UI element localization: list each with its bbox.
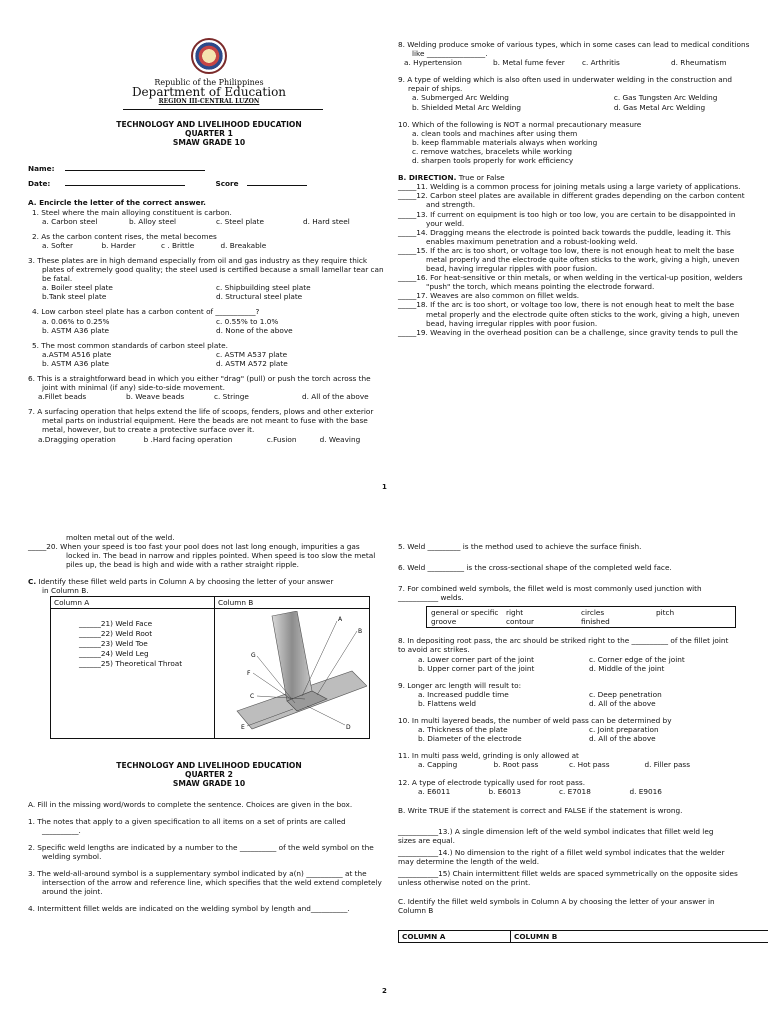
option[interactable]: c. Corner edge of the joint [589, 654, 685, 664]
option[interactable]: d. Structural steel plate [216, 292, 303, 302]
question-6: 6. This is a straightforward bead in which you either "drag" (pull) or push the torch across the [28, 373, 371, 383]
score-field[interactable] [247, 178, 307, 186]
fill-6: 6. Weld __________ is the cross-sectional shape of the completed weld face. [398, 563, 672, 573]
fill-3: 3. The weld-all-around symbol is a supplementary symbol indicated by a(n) __________ at the [28, 869, 367, 879]
option[interactable]: c. Deep penetration [589, 689, 662, 699]
tf-20-line3: piles up, the bead is high and wide with a rather straight ripple. [66, 560, 299, 570]
page-2 [0, 505, 768, 1024]
fill-3-line2: intersection of the arrow and reference line, which specifies that the weld extend completely [42, 878, 382, 888]
option[interactable]: a.Dragging operation [38, 434, 116, 444]
option[interactable]: a. Thickness of the plate [418, 725, 508, 735]
option[interactable]: a. Softer [42, 240, 73, 250]
diagram-label-e: E [241, 723, 245, 731]
choice: right [506, 608, 524, 618]
choices-row [431, 617, 731, 626]
mc-12: 12. A type of electrode typically used for root pass. [398, 777, 586, 787]
column-b2-header: COLUMN B [511, 930, 768, 942]
option[interactable]: b. E6013 [488, 786, 521, 796]
option[interactable]: d. Gas Metal Arc Welding [613, 102, 706, 112]
section-c2-direction: C. Identify the fillet weld symbols in Column A by choosing the letter of your answer in [398, 897, 715, 907]
tf-15-line2: metal properly and the electrode quite often sticks to the work, giving a high, uneven [426, 254, 740, 264]
question-2: 2. As the carbon content rises, the metal becomes [32, 231, 217, 241]
option[interactable]: c.Fusion [266, 434, 297, 444]
part-item: ______23) Weld Toe [79, 638, 148, 648]
option[interactable]: d. Filler pass [644, 760, 691, 770]
question-3-line3: be fatal. [42, 274, 73, 284]
option[interactable]: d. All of the above [302, 392, 369, 402]
tf2-14-line2: may determine the length of the weld. [398, 857, 540, 867]
option[interactable]: c . Brittle [161, 240, 195, 250]
name-label: Name: [28, 164, 55, 174]
option[interactable]: c. 0.55% to 1.0% [216, 316, 279, 326]
diagram-label-c: C [250, 692, 255, 700]
choices-box [426, 606, 736, 628]
part-item: ______21) Weld Face [79, 618, 153, 628]
question-10-option-d[interactable]: d. sharpen tools properly for work efficiency [412, 156, 574, 166]
mc-8: 8. In depositing root pass, the arc should be striked right to the __________ of the fillet joint [398, 636, 729, 646]
deped-seal-icon [191, 38, 227, 74]
mc-9: 9. Longer arc length will result to: [398, 680, 522, 690]
tf-14-line2: enables maximum penetration and a robust-looking weld. [426, 236, 638, 246]
option[interactable]: c. Joint preparation [589, 725, 659, 735]
page2-right-column [398, 542, 760, 943]
choices-row [431, 608, 731, 617]
header-divider [123, 109, 323, 110]
question-3-options [28, 283, 390, 301]
option[interactable]: a. Lower corner part of the joint [418, 654, 535, 664]
section-b-text: True or False [456, 173, 505, 183]
column-b-diagram-cell [215, 608, 370, 738]
tf-13-line2: your weld. [426, 218, 465, 228]
tf-14: _____14. Dragging means the electrode is pointed back towards the puddle, leading it. This [398, 227, 731, 237]
tf-15: _____15. If the arc is too short, or voltage too low, there is not enough heat to melt the base [398, 245, 735, 255]
department-text: Department of Education [131, 85, 287, 100]
option[interactable]: b.Tank steel plate [42, 292, 107, 302]
section-c-label: C. [28, 577, 37, 587]
question-8-line2: like ________________. [412, 49, 488, 59]
option[interactable]: c. Hot pass [569, 760, 610, 770]
mc-11-options [398, 760, 760, 769]
option[interactable]: b. ASTM A36 plate [42, 325, 110, 335]
section-c-direction [28, 577, 390, 586]
fill-in-direction: A. Fill in the missing word/words to complete the sentence. Choices are given in the box. [28, 799, 353, 809]
tf2-15: ___________15) Chain intermittent fillet welds are spaced symmetrically on the opposite sides [398, 869, 738, 879]
question-10-option-c[interactable]: c. remove watches, bracelets while working [412, 146, 573, 156]
page-number: 1 [382, 483, 387, 491]
column-b-header: Column B [215, 596, 370, 608]
option[interactable]: b. Shielded Metal Arc Welding [412, 102, 521, 112]
question-10-option-b[interactable]: b. keep flammable materials always when working [412, 137, 598, 147]
exam-title: TECHNOLOGY AND LIVELIHOOD EDUCATION [116, 120, 302, 130]
option[interactable]: b. Metal fume fever [493, 58, 565, 68]
tf-20: _____20. When your speed is too fast your pool does not last long enough, impurities a gas [28, 542, 360, 552]
fill-7-line2: ___________ welds. [398, 593, 464, 603]
tf2-15-line2: unless otherwise noted on the print. [398, 878, 531, 888]
option[interactable]: c. ASTM A537 plate [216, 349, 288, 359]
option[interactable]: a.Fillet beads [38, 392, 87, 402]
section-b-label: B. DIRECTION. [398, 173, 457, 183]
option[interactable]: b. Alloy steel [129, 216, 177, 226]
choice: finished [581, 617, 610, 627]
option[interactable]: b. Root pass [493, 760, 539, 770]
republic-text: Republic of the Philippines [154, 78, 264, 87]
option[interactable]: c. Shipbuilding steel plate [216, 283, 311, 293]
option[interactable]: c. Stringe [214, 392, 249, 402]
page2-left-column [28, 533, 390, 914]
option[interactable]: a. Carbon steel [42, 216, 98, 226]
tf-18: _____18. If the arc is too short, or voltage too low, there is not enough heat to melt the base [398, 300, 735, 310]
name-field[interactable] [65, 163, 205, 171]
symbols-table [398, 930, 768, 943]
option[interactable]: d. Rheumatism [671, 58, 727, 68]
section-c-line2: in Column B. [42, 586, 89, 596]
tf-16-line2: "push" the torch, which means pointing the electrode forward. [426, 282, 655, 292]
page-1 [0, 0, 768, 500]
column-a2-header: COLUMN A [399, 930, 511, 942]
question-9-line2: repair of ships. [408, 84, 463, 94]
page-number: 2 [382, 987, 387, 995]
name-row [28, 163, 390, 173]
choice: contour [506, 617, 535, 627]
question-5-options [28, 350, 390, 368]
choice: groove [431, 617, 457, 627]
mc-11: 11. In multi pass weld, grinding is only allowed at [398, 751, 579, 761]
mc-8-line2: to avoid arc strikes. [398, 645, 470, 655]
question-2-options [28, 241, 390, 250]
mc-8-options [398, 655, 760, 673]
question-7: 7. A surfacing operation that helps extend the life of scoops, fenders, plows and other exterior [28, 407, 374, 417]
tf-13: _____13. If current on equipment is too high or too low, you are certain to be disappointed in [398, 209, 736, 219]
tf-18-line2: metal properly and the electrode quite often sticks to the work, giving a high, uneven [426, 309, 740, 319]
fill-5: 5. Weld _________ is the method used to achieve the surface finish. [398, 542, 642, 551]
choice: general or specific [431, 608, 499, 618]
section-c2-line2: Column B [398, 906, 434, 916]
tf-19-continued: molten metal out of the weld. [66, 533, 175, 542]
tf-15-line3: bead, having irregular ripples with poor fusion. [426, 264, 598, 274]
fill-1-line2: __________. [42, 825, 81, 835]
fill-3-line3: around the joint. [42, 887, 103, 897]
question-1: 1. Steel where the main alloying constituent is carbon. [32, 207, 232, 217]
option[interactable]: d. Breakable [220, 240, 267, 250]
question-8-options [398, 58, 760, 67]
section-b2-direction: B. Write TRUE if the statement is correct and FALSE if the statement is wrong. [398, 805, 683, 815]
option[interactable]: b .Hard facing operation [143, 434, 233, 444]
option[interactable]: a. Submerged Arc Welding [412, 93, 509, 103]
question-6-line2: joint with minimal (if any) side-to-side movement. [42, 383, 225, 393]
question-5: 5. The most common standards of carbon steel plate. [32, 340, 228, 350]
option[interactable]: c. Gas Tungsten Arc Welding [613, 93, 718, 103]
question-9: 9. A type of welding which is also often used in underwater welding in the construction and [398, 75, 733, 85]
option[interactable]: a. Hypertension [404, 58, 462, 68]
region-text: REGION III-CENTRAL LUZON [158, 98, 260, 106]
question-3: 3. These plates are in high demand especially from oil and gas industry as they require thick [28, 255, 368, 265]
option[interactable]: d. Weaving [319, 434, 361, 444]
question-7-line2: metal parts on industrial equipment. Here the beads are not meant to fuse with the base [42, 416, 368, 426]
diagram-label-d: D [346, 723, 351, 731]
tf-11: _____11. Welding is a common process for joining metals using a large variety of applications. [398, 182, 741, 192]
part-item: ______25) Theoretical Throat [79, 658, 183, 668]
question-9-options [398, 93, 760, 111]
option[interactable]: c. Arthritis [582, 58, 620, 68]
quarter2-subject: SMAW GRADE 10 [172, 778, 246, 788]
diagram-label-g: G [251, 651, 256, 659]
date-label: Date: [28, 179, 51, 189]
question-10: 10. Which of the following is NOT a normal precautionary measure [398, 119, 642, 129]
question-8: 8. Welding produce smoke of various types, which in some cases can lead to medical conditions [398, 40, 750, 49]
letterhead [28, 38, 390, 106]
tf-17: _____17. Weaves are also common on fillet welds. [398, 291, 580, 301]
column-a-header: Column A [51, 596, 215, 608]
date-row [28, 178, 390, 188]
section-a-direction: A. Encircle the letter of the correct answer. [28, 198, 206, 208]
fill-4: 4. Intermittent fillet welds are indicated on the welding symbol by length and__________. [28, 904, 350, 914]
mc-9-options [398, 690, 760, 708]
option[interactable]: b. Diameter of the electrode [418, 734, 522, 744]
score-label: Score [215, 179, 239, 189]
tf-18-line3: bead, having irregular ripples with poor fusion. [426, 318, 598, 328]
fill-7: 7. For combined weld symbols, the fillet weld is most commonly used junction with [398, 584, 702, 594]
choice: pitch [656, 608, 675, 618]
option[interactable]: d. All of the above [589, 734, 656, 744]
mc-10: 10. In multi layered beads, the number of weld pass can be determined by [398, 716, 672, 726]
part-item: ______22) Weld Root [79, 628, 153, 638]
tf2-14: ___________14.) No dimension to the right of a fillet weld symbol indicates that the welder [398, 847, 725, 857]
option[interactable]: c. E7018 [559, 786, 591, 796]
option[interactable]: a. Capping [418, 760, 458, 770]
fillet-parts-table [50, 596, 370, 739]
exam-subject: SMAW GRADE 10 [172, 138, 246, 148]
option[interactable]: d. ASTM A572 plate [216, 358, 288, 368]
question-10-option-a[interactable]: a. clean tools and machines after using them [412, 128, 578, 138]
option[interactable]: d. Middle of the joint [589, 663, 665, 673]
fill-2-line2: welding symbol. [42, 852, 102, 862]
fill-1: 1. The notes that apply to a given specification to all items on a set of prints are called [28, 816, 346, 826]
question-4-options [28, 317, 390, 335]
option[interactable]: b. Harder [101, 240, 136, 250]
question-6-options [28, 392, 390, 401]
diagram-label-f: F [247, 669, 251, 677]
tf-12-line2: and strength. [426, 200, 476, 210]
option[interactable]: d. All of the above [589, 698, 656, 708]
choice: circles [581, 608, 605, 618]
exam-quarter: QUARTER 1 [185, 129, 233, 139]
tf-12: _____12. Carbon steel plates are available in different grades depending on the carbon content [398, 191, 745, 201]
date-field[interactable] [65, 178, 185, 186]
leader-line [307, 706, 345, 725]
section-c-text: Identify these fillet weld parts in Column A by choosing the letter of your answer [36, 577, 334, 587]
diagram-label-b: B [358, 627, 363, 635]
quarter2-title: TECHNOLOGY AND LIVELIHOOD EDUCATION [116, 760, 302, 770]
question-7-line3: metal, however, but to create a protective surface over it. [42, 425, 255, 435]
tf2-13-line2: sizes are equal. [398, 835, 455, 845]
fillet-weld-diagram [217, 611, 367, 731]
option[interactable]: a.ASTM A516 plate [42, 349, 112, 359]
option[interactable]: b. Upper corner part of the joint [418, 663, 535, 673]
option[interactable]: b. ASTM A36 plate [42, 358, 110, 368]
tf-16: _____16. For heat-sensitive or thin metals, or when welding in the vertical-up position, welders [398, 273, 743, 283]
option[interactable]: a. E6011 [418, 786, 451, 796]
choice [656, 617, 731, 626]
question-1-options [28, 217, 390, 226]
option[interactable]: a. Increased puddle time [418, 689, 509, 699]
mc-10-options [398, 725, 760, 743]
option[interactable]: b. Weave beads [126, 392, 185, 402]
question-3-line2: plates of extremely good quality; the steel used is certified because a small lamellar tear can [42, 265, 384, 275]
tf2-13: ___________13.) A single dimension left of the weld symbol indicates that fillet weld leg [398, 826, 714, 836]
diagram-label-a: A [338, 615, 343, 623]
question-7-options [28, 435, 390, 444]
option[interactable]: d. Hard steel [303, 216, 350, 226]
question-4: 4. Low carbon steel plate has a carbon content of ___________? [32, 307, 260, 317]
tf-20-line2: locked in. The bead in narrow and ripples pointed. When speed is too slow the metal [66, 551, 376, 561]
quarter2-quarter: QUARTER 2 [185, 769, 233, 779]
option[interactable]: a. Boiler steel plate [42, 283, 113, 293]
tf-19: _____19. Weaving in the overhead position can be a challenge, since gravity tends to pull the [398, 327, 738, 337]
part-item: ______24) Weld Leg [79, 648, 149, 658]
page1-right-column [398, 40, 760, 337]
page1-left-column [28, 38, 390, 444]
option[interactable]: b. Flattens weld [418, 698, 477, 708]
fill-2: 2. Specific weld lengths are indicated by a number to the __________ of the weld symbol on the [28, 842, 374, 852]
mc-12-options [398, 787, 760, 796]
option[interactable]: c. Steel plate [216, 216, 264, 226]
column-a-items [51, 608, 215, 738]
section-b-direction [398, 173, 760, 182]
option[interactable]: d. None of the above [216, 325, 293, 335]
option[interactable]: a. 0.06% to 0.25% [42, 316, 110, 326]
option[interactable]: d. E9016 [629, 786, 662, 796]
